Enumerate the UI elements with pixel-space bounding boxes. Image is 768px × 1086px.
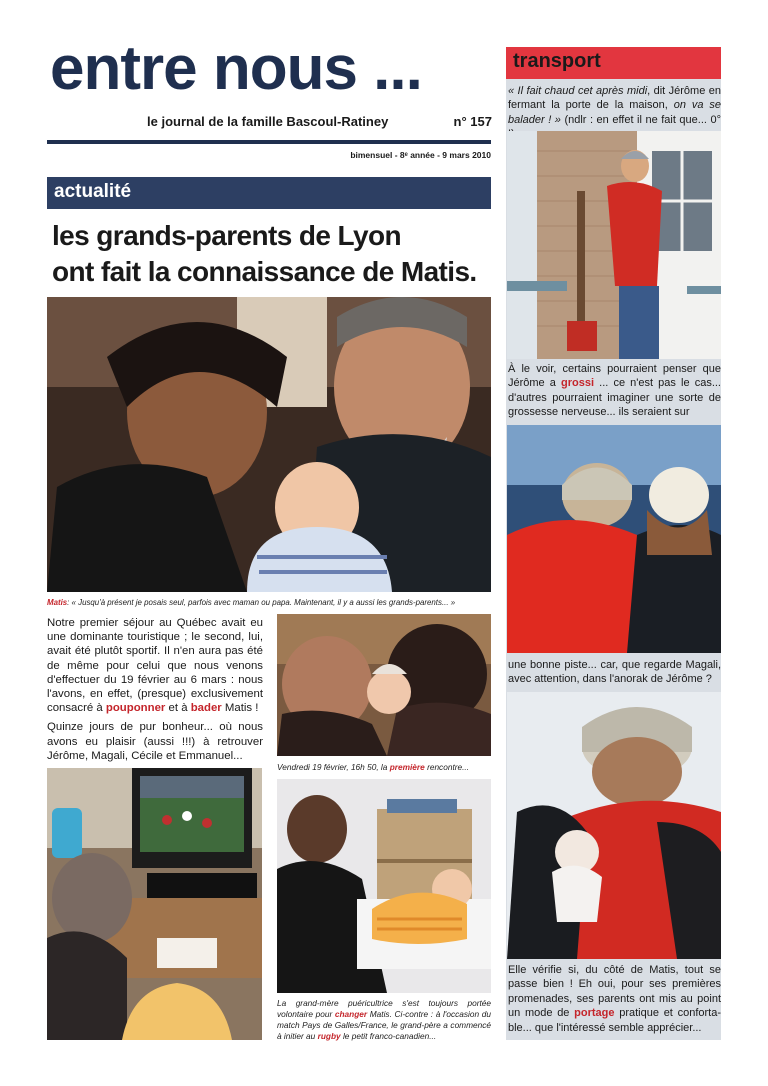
caption-main-photo: [47, 597, 493, 608]
journal-title: entre nous ...: [50, 34, 422, 103]
sidebar-text-portage: Elle vérifie si, du côté de Matis, tout se passe bien ! Eh oui, pour ses premières promenades, ses parents ont mis au point un mode de portage pratique et conforta-ble... que l'intéressé semble apprécier...: [508, 964, 721, 1034]
headline-line-1: les grands-parents de Lyon: [52, 220, 402, 251]
headline-line-2: ont fait la connaissance de Matis.: [52, 256, 477, 287]
caption-first-meeting: Vendredi 19 février, 16h 50, la première rencontre...: [277, 762, 470, 772]
article-body: [47, 616, 263, 763]
sidebar-text-piste: une bonne piste... car, que regarde Magali, avec attention, dans l'anorak de Jérôme ?: [508, 659, 721, 686]
highlight-changer: changer: [334, 1009, 368, 1019]
masthead-divider: [47, 140, 491, 144]
subtitle-text: le journal de la famille Bascoul-Ratiney: [147, 114, 389, 129]
highlight-rugby: rugby: [317, 1031, 341, 1041]
photo-changing-baby: [277, 779, 491, 993]
photo-matis-in-anorak: [507, 692, 721, 959]
caption-name: Matis: [47, 598, 68, 607]
caption-quote: : « Jusqu'à présent je posais seul, parfois avec maman ou papa. Maintenant, il y a aussi les grands-parents... »: [67, 598, 456, 607]
highlight-portage: portage: [574, 1007, 615, 1020]
issue-number: n° 157: [453, 114, 492, 129]
sidebar-intro: « Il fait chaud cet après midi, dit Jérôme en fermant la porte de la maison, on va se balader ! » (ndlr : en effet il ne fait que... 0°: [508, 85, 721, 126]
sidebar-text-grossi: À le voir, certains pourraient penser que Jérôme a grossi ... ce n'est pas le cas... d'autres pourraient imaginer une sorte de grossesse nerveuse... ils seraient sur: [508, 363, 721, 419]
photo-rugby-tv: [47, 768, 262, 1040]
section-header-transport: transport: [506, 47, 721, 79]
photo-first-meeting: [277, 614, 491, 756]
journal-subtitle: [147, 114, 492, 129]
article-paragraph-1: Notre premier séjour au Québec avait eu une dominante touristique ; le second, lui, avait été plutôt sportif. Il n'en aura pas été de même pour celui que nous venons d'effectuer du 19 février au 6 mars : nous l'avons, en effet, (presque) exclusivement consacré à pouponner et à bader Matis !: [47, 617, 263, 715]
caption-changing-rugby: La grand-mère puéricultrice s'est toujours portée volontaire pour changer Matis. Ci-contre : à l'occasion du match Pays de Galles/France, le grand-père a commencé à initier au rugby le petit franco-canadien...: [277, 998, 491, 1041]
highlight-grossi: grossi: [561, 377, 595, 390]
photo-grandparents-with-baby: [47, 297, 491, 592]
photo-jerome-at-door: [507, 131, 721, 359]
article-paragraph-2: Quinze jours de pur bonheur... où nous avons eu plaisir (aussi !!!) à retrouver Jérôme, Magali, Cécile et Emmanuel...: [47, 721, 263, 762]
issue-date: bimensuel - 8ᵉ année - 9 mars 2010: [350, 150, 491, 160]
highlight-bader: bader: [190, 702, 222, 715]
photo-jerome-and-magali: [507, 425, 721, 653]
article-headline: [52, 218, 492, 290]
section-header-actualite: actualité: [47, 177, 491, 209]
highlight-pouponner: pouponner: [105, 702, 166, 715]
highlight-premiere: première: [389, 762, 425, 772]
